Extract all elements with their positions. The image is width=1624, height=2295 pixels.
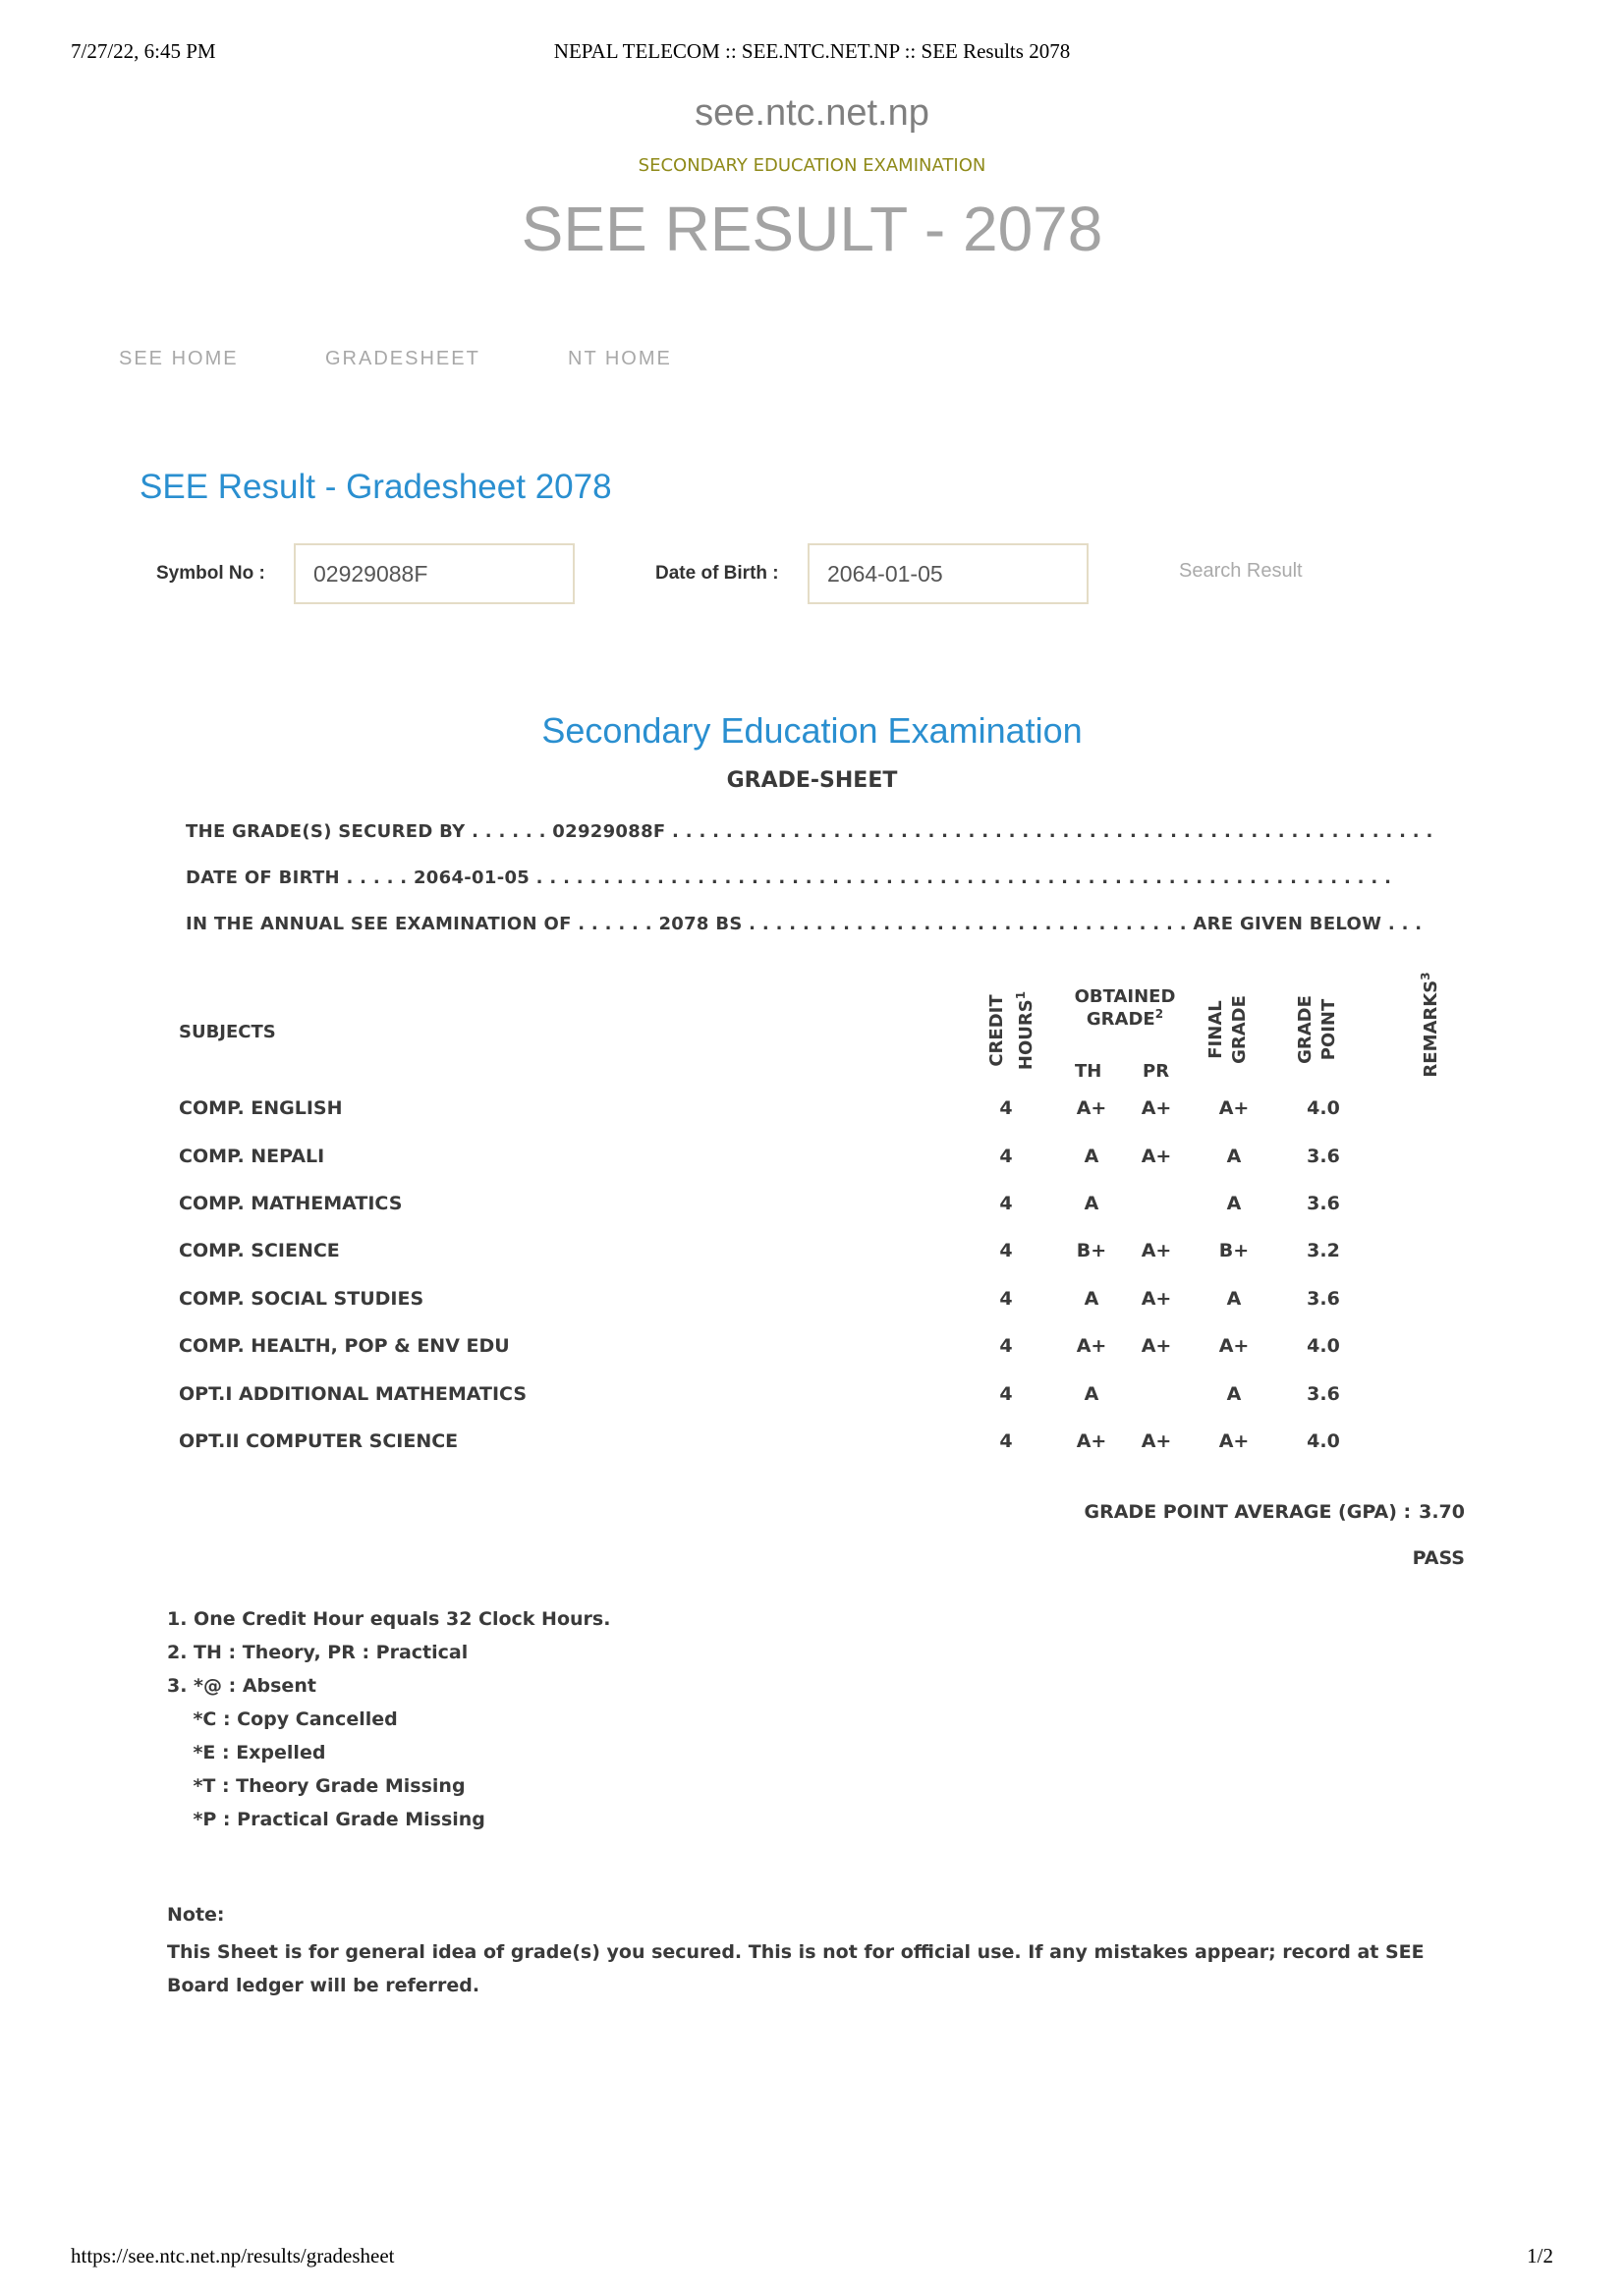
result-status: PASS	[1412, 1547, 1465, 1569]
sheet-subtitle: GRADE-SHEET	[726, 768, 898, 793]
table-row	[0, 1193, 1624, 1222]
th-grade-cell: A	[1084, 1288, 1099, 1310]
pr-grade-cell: A+	[1141, 1335, 1172, 1357]
grade-point-cell: 3.6	[1307, 1193, 1340, 1214]
site-subtitle: SECONDARY EDUCATION EXAMINATION	[638, 155, 986, 176]
remarks-text: REMARKS	[1421, 980, 1441, 1078]
credit-hours-header	[985, 962, 1046, 1099]
table-row	[0, 1097, 1624, 1127]
credit-text: CREDIT	[986, 994, 1007, 1067]
print-datetime: 7/27/22, 6:45 PM	[71, 39, 216, 63]
subject-cell: COMP. HEALTH, POP & ENV EDU	[179, 1335, 510, 1357]
credit-cell: 4	[999, 1146, 1013, 1167]
final-grade-cell: A	[1226, 1288, 1242, 1310]
final-grade-cell: A+	[1218, 1430, 1250, 1452]
obtained-grade-text: GRADE	[1086, 1009, 1155, 1030]
print-url: https://see.ntc.net.np/results/gradesheet	[71, 2244, 395, 2267]
grade-point-cell: 3.6	[1307, 1288, 1340, 1310]
pr-header: PR	[1143, 1061, 1170, 1082]
grade-point-header	[1294, 961, 1353, 1098]
subject-cell: COMP. SCIENCE	[179, 1240, 340, 1261]
nav-gradesheet[interactable]: GRADESHEET	[325, 348, 480, 369]
gpa-value: 3.70	[1419, 1501, 1465, 1523]
remarks-header	[1414, 956, 1439, 1093]
subject-cell: OPT.II COMPUTER SCIENCE	[179, 1430, 459, 1452]
table-row	[0, 1146, 1624, 1175]
subject-cell: OPT.I ADDITIONAL MATHEMATICS	[179, 1383, 528, 1405]
final-grade-header	[1204, 961, 1263, 1098]
footnote-copy-cancelled: *C : Copy Cancelled	[167, 1708, 398, 1730]
subject-cell: COMP. MATHEMATICS	[179, 1193, 403, 1214]
final-grade-cell: A	[1226, 1383, 1242, 1405]
final-grade-cell: A	[1226, 1193, 1242, 1214]
note-text: This Sheet is for general idea of grade(s) you secured. This is not for official use. If any mistakes appear; record at SEE Board ledger will be referred.	[167, 1941, 1425, 1996]
credit-cell: 4	[999, 1383, 1013, 1405]
site-name: see.ntc.net.np	[695, 92, 929, 134]
gp-point-text: POINT	[1318, 998, 1339, 1061]
footnote-th-pr: 2. TH : Theory, PR : Practical	[167, 1642, 469, 1663]
exam-line: IN THE ANNUAL SEE EXAMINATION OF . . . . . . 2078 BS . . . . . . . . . . . . . . . . . . . . . . . . . . . . . . . . . ARE GIVEN BELOW . . .	[186, 914, 1423, 934]
dob-line: DATE OF BIRTH . . . . . 2064-01-05 . . . . . . . . . . . . . . . . . . . . . . . . . . . . . . . . . . . . . . . . . . . . . . . . . . . . . . . . . . . . . . . .	[186, 868, 1392, 888]
table-row	[0, 1430, 1624, 1460]
credit-cell: 4	[999, 1240, 1013, 1261]
search-result-button[interactable]: Search Result	[1169, 554, 1326, 588]
grade-point-cell: 3.6	[1307, 1383, 1340, 1405]
main-nav	[0, 348, 1624, 377]
subject-cell: COMP. NEPALI	[179, 1146, 325, 1167]
secured-by-line: THE GRADE(S) SECURED BY . . . . . . 02929088F . . . . . . . . . . . . . . . . . . . . . . . . . . . . . . . . . . . . . . . . . . . . . . . . . . . . . . . . .	[186, 821, 1433, 842]
final-grade-text: GRADE	[1229, 995, 1250, 1064]
pr-grade-cell: A+	[1141, 1146, 1172, 1167]
sheet-title: Secondary Education Examination	[541, 710, 1083, 751]
nav-see-home[interactable]: SEE HOME	[119, 348, 239, 369]
final-grade-cell: A+	[1218, 1097, 1250, 1119]
footnote-3-mark: 3	[1419, 972, 1432, 980]
credit-cell: 4	[999, 1193, 1013, 1214]
footnote-absent: 3. *@ : Absent	[167, 1675, 316, 1697]
th-grade-cell: A+	[1076, 1097, 1107, 1119]
footnote-1-mark: 1	[1014, 990, 1028, 1000]
final-grade-cell: B+	[1218, 1240, 1250, 1261]
gp-grade-text: GRADE	[1295, 995, 1316, 1064]
subject-cell: COMP. ENGLISH	[179, 1097, 343, 1119]
print-footer	[71, 2244, 1553, 2273]
gpa-summary	[1085, 1501, 1466, 1523]
print-header	[71, 39, 1553, 69]
grade-point-cell: 3.6	[1307, 1146, 1340, 1167]
th-grade-cell: A	[1084, 1146, 1099, 1167]
nav-nt-home[interactable]: NT HOME	[568, 348, 672, 369]
gpa-label: GRADE POINT AVERAGE (GPA) :	[1084, 1501, 1412, 1523]
print-page-number: 1/2	[1527, 2244, 1553, 2267]
pr-grade-cell: A+	[1141, 1430, 1172, 1452]
final-text: FINAL	[1205, 1000, 1226, 1059]
symbol-input[interactable]	[294, 543, 575, 604]
th-grade-cell: A+	[1076, 1335, 1107, 1357]
th-grade-cell: A	[1084, 1383, 1099, 1405]
pr-grade-cell: A+	[1141, 1240, 1172, 1261]
gradesheet-heading: SEE Result - Gradesheet 2078	[140, 468, 612, 506]
pr-grade-cell: A+	[1141, 1288, 1172, 1310]
footnote-credit-hour: 1. One Credit Hour equals 32 Clock Hours.	[167, 1608, 611, 1630]
symbol-label: Symbol No :	[156, 563, 265, 584]
credit-cell: 4	[999, 1288, 1013, 1310]
footnote-expelled: *E : Expelled	[167, 1742, 326, 1763]
dob-input[interactable]	[808, 543, 1089, 604]
hours-text: HOURS	[1016, 999, 1036, 1071]
footnote-practical-missing: *P : Practical Grade Missing	[167, 1809, 485, 1830]
grade-point-cell: 4.0	[1307, 1335, 1340, 1357]
credit-cell: 4	[999, 1335, 1013, 1357]
note-label: Note:	[167, 1904, 225, 1926]
footnote-theory-missing: *T : Theory Grade Missing	[167, 1775, 466, 1797]
site-title: SEE RESULT - 2078	[521, 194, 1103, 264]
table-row	[0, 1240, 1624, 1269]
final-grade-cell: A	[1226, 1146, 1242, 1167]
credit-cell: 4	[999, 1430, 1013, 1452]
th-grade-cell: B+	[1076, 1240, 1107, 1261]
dob-label: Date of Birth :	[655, 563, 779, 584]
credit-cell: 4	[999, 1097, 1013, 1119]
table-row	[0, 1383, 1624, 1413]
th-grade-cell: A	[1084, 1193, 1099, 1214]
subjects-header: SUBJECTS	[179, 1022, 276, 1042]
grade-point-cell: 4.0	[1307, 1430, 1340, 1452]
grade-point-cell: 3.2	[1307, 1240, 1340, 1261]
print-page-title: NEPAL TELECOM :: SEE.NTC.NET.NP :: SEE Results 2078	[553, 39, 1071, 63]
table-row	[0, 1288, 1624, 1317]
th-grade-cell: A+	[1076, 1430, 1107, 1452]
obtained-text: OBTAINED	[1074, 986, 1176, 1007]
th-header: TH	[1075, 1061, 1102, 1082]
final-grade-cell: A+	[1218, 1335, 1250, 1357]
obtained-grade-header	[1061, 986, 1189, 1030]
subject-cell: COMP. SOCIAL STUDIES	[179, 1288, 424, 1310]
grade-point-cell: 4.0	[1307, 1097, 1340, 1119]
footnote-2-mark: 2	[1154, 1007, 1164, 1021]
table-row	[0, 1335, 1624, 1365]
pr-grade-cell: A+	[1141, 1097, 1172, 1119]
